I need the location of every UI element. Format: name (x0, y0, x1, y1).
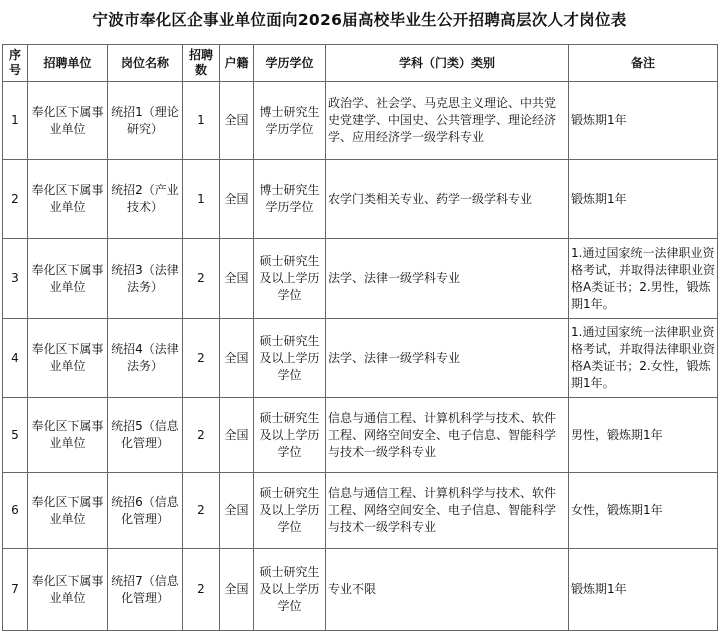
table-header-row (3, 45, 718, 82)
table-row (3, 319, 718, 398)
table-row (3, 549, 718, 631)
cell-note: 锻炼期1年 (569, 549, 718, 631)
cell-major: 法学、法律一级学科专业 (326, 319, 569, 398)
cell-major: 信息与通信工程、计算机科学与技术、软件工程、网络空间安全、电子信息、智能科学与技术一级学科专业 (326, 398, 569, 473)
cell-hukou: 全国 (220, 549, 254, 631)
cell-unit: 奉化区下属事业单位 (28, 82, 108, 160)
header-position: 岗位名称 (108, 45, 183, 82)
cell-degree: 博士研究生学历学位 (254, 160, 326, 239)
cell-hukou: 全国 (220, 82, 254, 160)
cell-seq: 4 (3, 319, 28, 398)
cell-degree: 硕士研究生及以上学历学位 (254, 473, 326, 549)
cell-note: 锻炼期1年 (569, 82, 718, 160)
cell-seq: 6 (3, 473, 28, 549)
cell-position: 统招6（信息化管理） (108, 473, 183, 549)
cell-major: 法学、法律一级学科专业 (326, 239, 569, 319)
header-seq: 序号 (3, 45, 28, 82)
cell-degree: 硕士研究生及以上学历学位 (254, 398, 326, 473)
cell-unit: 奉化区下属事业单位 (28, 239, 108, 319)
cell-hukou: 全国 (220, 239, 254, 319)
cell-count: 1 (183, 160, 220, 239)
cell-hukou: 全国 (220, 398, 254, 473)
cell-count: 2 (183, 549, 220, 631)
cell-unit: 奉化区下属事业单位 (28, 319, 108, 398)
cell-position: 统招3（法律法务） (108, 239, 183, 319)
cell-seq: 1 (3, 82, 28, 160)
cell-seq: 7 (3, 549, 28, 631)
cell-degree: 硕士研究生及以上学历学位 (254, 239, 326, 319)
table-row (3, 473, 718, 549)
table-row (3, 239, 718, 319)
cell-degree: 硕士研究生及以上学历学位 (254, 549, 326, 631)
header-count: 招聘数 (183, 45, 220, 82)
cell-seq: 5 (3, 398, 28, 473)
header-unit: 招聘单位 (28, 45, 108, 82)
cell-hukou: 全国 (220, 319, 254, 398)
cell-count: 2 (183, 473, 220, 549)
cell-note: 1.通过国家统一法律职业资格考试，并取得法律职业资格A类证书；2.男性，锻炼期1年。 (569, 239, 718, 319)
cell-count: 1 (183, 82, 220, 160)
header-note: 备注 (569, 45, 718, 82)
cell-note: 锻炼期1年 (569, 160, 718, 239)
cell-position: 统招2（产业技术） (108, 160, 183, 239)
cell-position: 统招1（理论研究） (108, 82, 183, 160)
header-degree: 学历学位 (254, 45, 326, 82)
cell-degree: 博士研究生学历学位 (254, 82, 326, 160)
page-title: 宁波市奉化区企事业单位面向2026届高校毕业生公开招聘高层次人才岗位表 (92, 11, 627, 29)
cell-degree: 硕士研究生及以上学历学位 (254, 319, 326, 398)
cell-major: 专业不限 (326, 549, 569, 631)
header-hukou: 户籍 (220, 45, 254, 82)
cell-major: 信息与通信工程、计算机科学与技术、软件工程、网络空间安全、电子信息、智能科学与技术一级学科专业 (326, 473, 569, 549)
table-row (3, 160, 718, 239)
cell-note: 1.通过国家统一法律职业资格考试，并取得法律职业资格A类证书；2.女性，锻炼期1年。 (569, 319, 718, 398)
table-row (3, 398, 718, 473)
cell-position: 统招5（信息化管理） (108, 398, 183, 473)
cell-hukou: 全国 (220, 160, 254, 239)
cell-unit: 奉化区下属事业单位 (28, 549, 108, 631)
positions-table (2, 44, 718, 631)
cell-position: 统招4（法律法务） (108, 319, 183, 398)
cell-count: 2 (183, 239, 220, 319)
cell-position: 统招7（信息化管理） (108, 549, 183, 631)
cell-seq: 3 (3, 239, 28, 319)
header-major: 学科（门类）类别 (326, 45, 569, 82)
cell-note: 女性，锻炼期1年 (569, 473, 718, 549)
cell-unit: 奉化区下属事业单位 (28, 160, 108, 239)
cell-seq: 2 (3, 160, 28, 239)
cell-count: 2 (183, 319, 220, 398)
cell-hukou: 全国 (220, 473, 254, 549)
table-row (3, 82, 718, 160)
cell-unit: 奉化区下属事业单位 (28, 473, 108, 549)
cell-count: 2 (183, 398, 220, 473)
cell-unit: 奉化区下属事业单位 (28, 398, 108, 473)
cell-note: 男性，锻炼期1年 (569, 398, 718, 473)
cell-major: 政治学、社会学、马克思主义理论、中共党史党建学、中国史、公共管理学、理论经济学、应用经济学一级学科专业 (326, 82, 569, 160)
cell-major: 农学门类相关专业、药学一级学科专业 (326, 160, 569, 239)
